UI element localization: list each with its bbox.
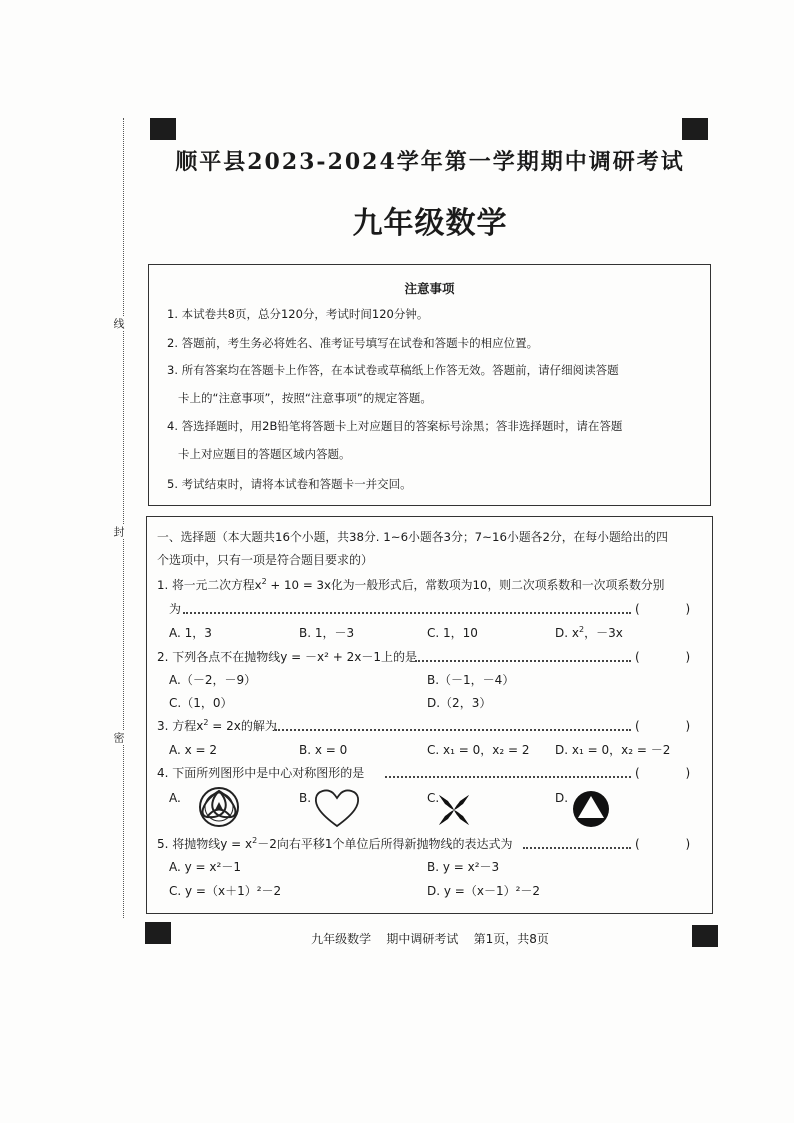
question-1-leader-dots xyxy=(183,612,631,614)
question-5-stem-post: －2向右平移1个单位后所得新抛物线的表达式为 xyxy=(257,837,513,851)
notice-item-1 xyxy=(167,307,696,321)
notice-item-3-continuation: 卡上的“注意事项”，按照“注意事项”的规定答题。 xyxy=(178,391,432,405)
question-1-option-d-pre: D. x xyxy=(555,626,579,640)
question-2-stem: 2. 下列各点不在抛物线y = －x² + 2x－1上的是 xyxy=(157,650,418,664)
question-1-stem xyxy=(157,577,664,593)
notice-title: 注意事项 xyxy=(404,281,455,296)
question-5-option-c: C. y =（x＋1）²－2 xyxy=(169,884,282,898)
notice-item-3-text: 3. 所有答案均在答题卡上作答，在本试卷或草稿纸上作答无效。答题前，请仔细阅读答题 xyxy=(167,363,619,377)
triquetra-figure xyxy=(197,785,241,829)
notice-item-3 xyxy=(167,363,696,405)
question-4-option-c-label: C. xyxy=(427,791,440,805)
question-3-exponent: 2 xyxy=(203,718,209,727)
question-5-answer-blank: ( ) xyxy=(635,837,691,851)
question-4-option-b-label: B. xyxy=(299,791,312,805)
question-5-stem-pre: 5. 将抛物线y = x xyxy=(157,837,253,851)
question-5-option-b: B. y = x²－3 xyxy=(427,860,500,874)
binding-label-feng: 封 xyxy=(112,526,125,537)
question-3-stem xyxy=(157,718,277,734)
question-5-exponent: 2 xyxy=(252,836,258,845)
question-1-exponent: 2 xyxy=(261,577,267,586)
binding-label-xian: 线 xyxy=(112,318,125,329)
question-2-option-d: D.（2，3） xyxy=(427,696,492,710)
question-3-answer-blank: ( ) xyxy=(635,719,691,733)
notice-item-4-text: 4. 答选择题时，用2B铅笔将答题卡上对应题目的答案标号涂黑；答非选择题时，请在答题 xyxy=(167,419,623,433)
question-1-stem-line2: 为 xyxy=(169,602,182,616)
question-2-option-a: A.（－2，－9） xyxy=(169,673,257,687)
registration-marker-top-left xyxy=(150,118,176,140)
question-2-option-b: B.（－1，－4） xyxy=(427,673,515,687)
section-heading-continuation: 个选项中，只有一项是符合题目要求的） xyxy=(157,553,374,567)
notice-item-5-text: 5. 考试结束时，请将本试卷和答题卡一并交回。 xyxy=(167,477,412,491)
question-5-option-a: A. y = x²－1 xyxy=(169,860,241,874)
question-5-leader-dots xyxy=(523,847,631,849)
question-3-option-d: D. x₁ = 0，x₂ = －2 xyxy=(555,743,671,757)
question-5-option-d: D. y =（x－1）²－2 xyxy=(427,884,541,898)
question-1-option-c: C. 1，10 xyxy=(427,626,478,640)
notice-item-1-text: 1. 本试卷共8页，总分120分，考试时间120分钟。 xyxy=(167,307,429,321)
question-3-option-c: C. x₁ = 0，x₂ = 2 xyxy=(427,743,530,757)
question-4-leader-dots xyxy=(385,776,631,778)
question-4-stem: 4. 下面所列图形中是中心对称图形的是 xyxy=(157,766,365,780)
notice-item-4 xyxy=(167,419,696,461)
registration-marker-top-right xyxy=(682,118,708,140)
question-1-option-b: B. 1，－3 xyxy=(299,626,355,640)
question-1-option-d-post: ，－3x xyxy=(584,626,623,640)
circle-with-triangle-figure xyxy=(571,789,611,829)
binding-dotted-line xyxy=(123,118,124,918)
pinwheel-figure xyxy=(437,793,471,827)
question-1-stem-pre: 1. 将一元二次方程x xyxy=(157,578,262,592)
question-4-answer-blank: ( ) xyxy=(635,766,691,780)
question-3-leader-dots xyxy=(275,729,631,731)
notice-item-4-continuation: 卡上对应题目的答题区域内答题。 xyxy=(178,447,351,461)
notice-item-2 xyxy=(167,336,696,350)
question-3-option-a: A. x = 2 xyxy=(169,743,218,757)
question-5-stem xyxy=(157,836,513,852)
questions-box xyxy=(146,516,713,914)
question-4-option-a-label: A. xyxy=(169,791,181,805)
notice-item-2-text: 2. 答题前，考生务必将姓名、准考证号填写在试卷和答题卡的相应位置。 xyxy=(167,336,539,350)
question-2-answer-blank: ( ) xyxy=(635,650,691,664)
question-3-stem-pre: 3. 方程x xyxy=(157,719,204,733)
question-3-stem-post: = 2x的解为 xyxy=(208,719,277,733)
question-3-option-b: B. x = 0 xyxy=(299,743,348,757)
question-1-option-a: A. 1，3 xyxy=(169,626,212,640)
question-1-stem-post: + 10 = 3x化为一般形式后，常数项为10，则二次项系数和一次项系数分别 xyxy=(266,578,665,592)
section-heading: 一、选择题（本大题共16个小题，共38分. 1~6小题各3分；7~16小题各2分，在每小题给出的四 xyxy=(157,530,668,544)
exam-title: 顺平县2023-2024学年第一学期期中调研考试 xyxy=(175,149,685,175)
question-1-option-d-exponent: 2 xyxy=(578,625,585,634)
question-1-answer-blank: ( ) xyxy=(635,602,691,616)
page-footer: 九年级数学 期中调研考试 第1页，共8页 xyxy=(311,932,549,946)
question-1-option-d xyxy=(555,625,623,641)
exam-subject: 九年级数学 xyxy=(352,206,508,241)
question-2-option-c: C.（1，0） xyxy=(169,696,233,710)
question-2-leader-dots xyxy=(415,660,631,662)
notice-item-5 xyxy=(167,477,696,491)
question-4-option-d-label: D. xyxy=(555,791,569,805)
binding-label-mi: 密 xyxy=(112,732,125,743)
heart-figure xyxy=(313,787,361,829)
notice-box xyxy=(148,264,711,506)
